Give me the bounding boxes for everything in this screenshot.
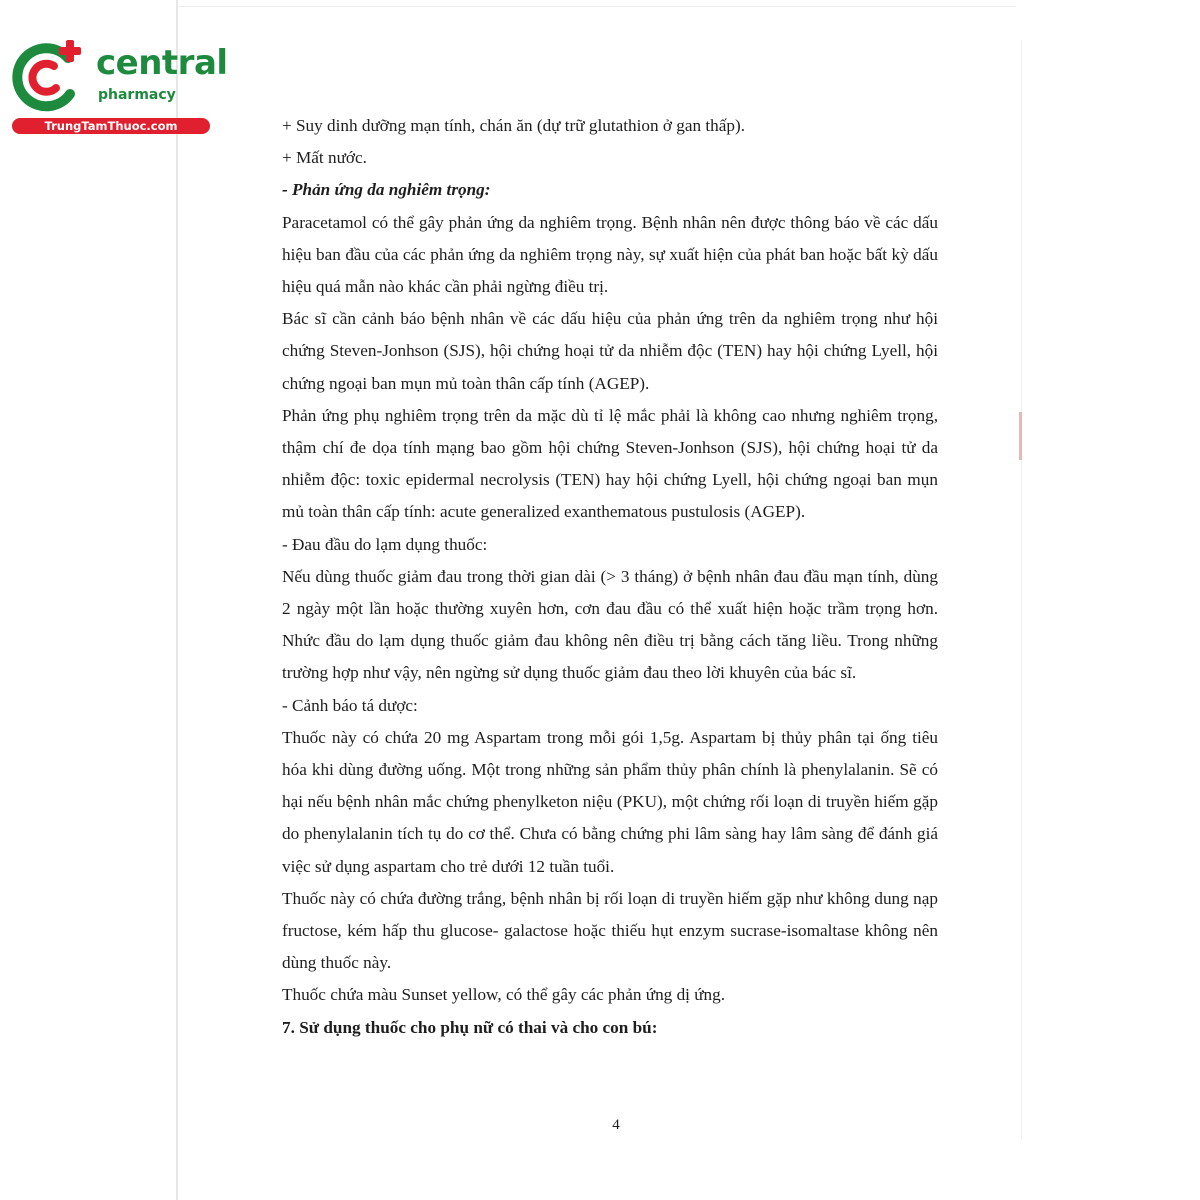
bullet-dehydration: + Mất nước. [282, 148, 367, 168]
page-top-edge [176, 6, 1016, 7]
heading-medication-overuse-headache: - Đau đầu do lạm dụng thuốc: [282, 534, 488, 554]
margin-mark [1019, 412, 1022, 460]
document-body [282, 110, 938, 1044]
bullet-malnutrition: + Suy dinh dưỡng mạn tính, chán ăn (dự trữ glutathion ở gan thấp). [282, 116, 745, 135]
logo-icon [10, 38, 90, 118]
paragraph-skin-1: Paracetamol có thể gây phản ứng da nghiêm trọng. Bệnh nhân nên được thông báo về các dấu hiệu ban đầu của các phản ứng da nghiêm trọng này, sự xuất hiện của phát ban hoặc bất kỳ dấu hiệu quá mẫn nào khác cần phải ngừng điều trị. [282, 212, 938, 297]
heading-excipient-warning: - Cảnh báo tá dược: [282, 695, 418, 715]
paragraph-skin-3: Phản ứng phụ nghiêm trọng trên da mặc dù tỉ lệ mắc phải là không cao nhưng nghiêm trọng, thậm chí đe dọa tính mạng bao gồm hội chứng Steven-Jonhson (SJS), hội chứng hoại tử da nhiễm độc: toxic epidermal necrolysis (TEN) hay hội chứng Lyell, hội chứng ngoại ban mụn mủ toàn thân cấp tính: acute generalized exanthematous pustulosis (AGEP). [282, 405, 938, 522]
logo-wordmark: central [96, 43, 228, 83]
paragraph-headache: Nếu dùng thuốc giảm đau trong thời gian dài (> 3 tháng) ở bệnh nhân đau đầu mạn tính, dùng 2 ngày một lần hoặc thường xuyên hơn, cơn đau đầu có thể xuất hiện hoặc trầm trọng hơn. Nhức đầu do lạm dụng thuốc giảm đau không nên điều trị bằng cách tăng liều. Trong những trường hợp như vậy, nên ngừng sử dụng thuốc giảm đau theo lời khuyên của bác sĩ. [282, 566, 938, 683]
page-right-edge [1021, 40, 1022, 1140]
logo-tagline: pharmacy [98, 87, 176, 103]
logo-url-banner: TrungTamThuoc.com [12, 118, 210, 134]
central-pharmacy-logo [10, 38, 228, 138]
heading-skin-reactions: - Phản ứng da nghiêm trọng: [282, 180, 491, 200]
page-number: 4 [612, 1117, 620, 1133]
page-left-edge [176, 0, 178, 1200]
paragraph-excipient-2: Thuốc này có chứa đường trắng, bệnh nhân bị rối loạn di truyền hiếm gặp như không dung nạp fructose, kém hấp thu glucose- galactose hoặc thiếu hụt enzym sucrase-isomaltase không nên dùng thuốc này. [282, 888, 938, 973]
paragraph-excipient-1: Thuốc này có chứa 20 mg Aspartam trong mỗi gói 1,5g. Aspartam bị thủy phân tại ống tiêu hóa khi dùng đường uống. Một trong những sản phẩm thủy phân chính là phenylalanin. Sẽ có hại nếu bệnh nhân mắc chứng phenylketon niệu (PKU), một chứng rối loạn di truyền hiếm gặp do phenylalanin tích tụ do cơ thể. Chưa có bằng chứng phi lâm sàng hay lâm sàng để đánh giá việc sử dụng aspartam cho trẻ dưới 12 tuần tuổi. [282, 727, 938, 876]
heading-section-7: 7. Sử dụng thuốc cho phụ nữ có thai và cho con bú: [282, 1017, 658, 1037]
paragraph-skin-2: Bác sĩ cần cảnh báo bệnh nhân về các dấu hiệu của phản ứng trên da nghiêm trọng như hội chứng Steven-Jonhson (SJS), hội chứng hoại tử da nhiễm độc (TEN) hay hội chứng Lyell, hội chứng ngoại ban mụn mủ toàn thân cấp tính (AGEP). [282, 309, 938, 393]
paragraph-excipient-3: Thuốc chứa màu Sunset yellow, có thể gây các phản ứng dị ứng. [282, 985, 726, 1005]
